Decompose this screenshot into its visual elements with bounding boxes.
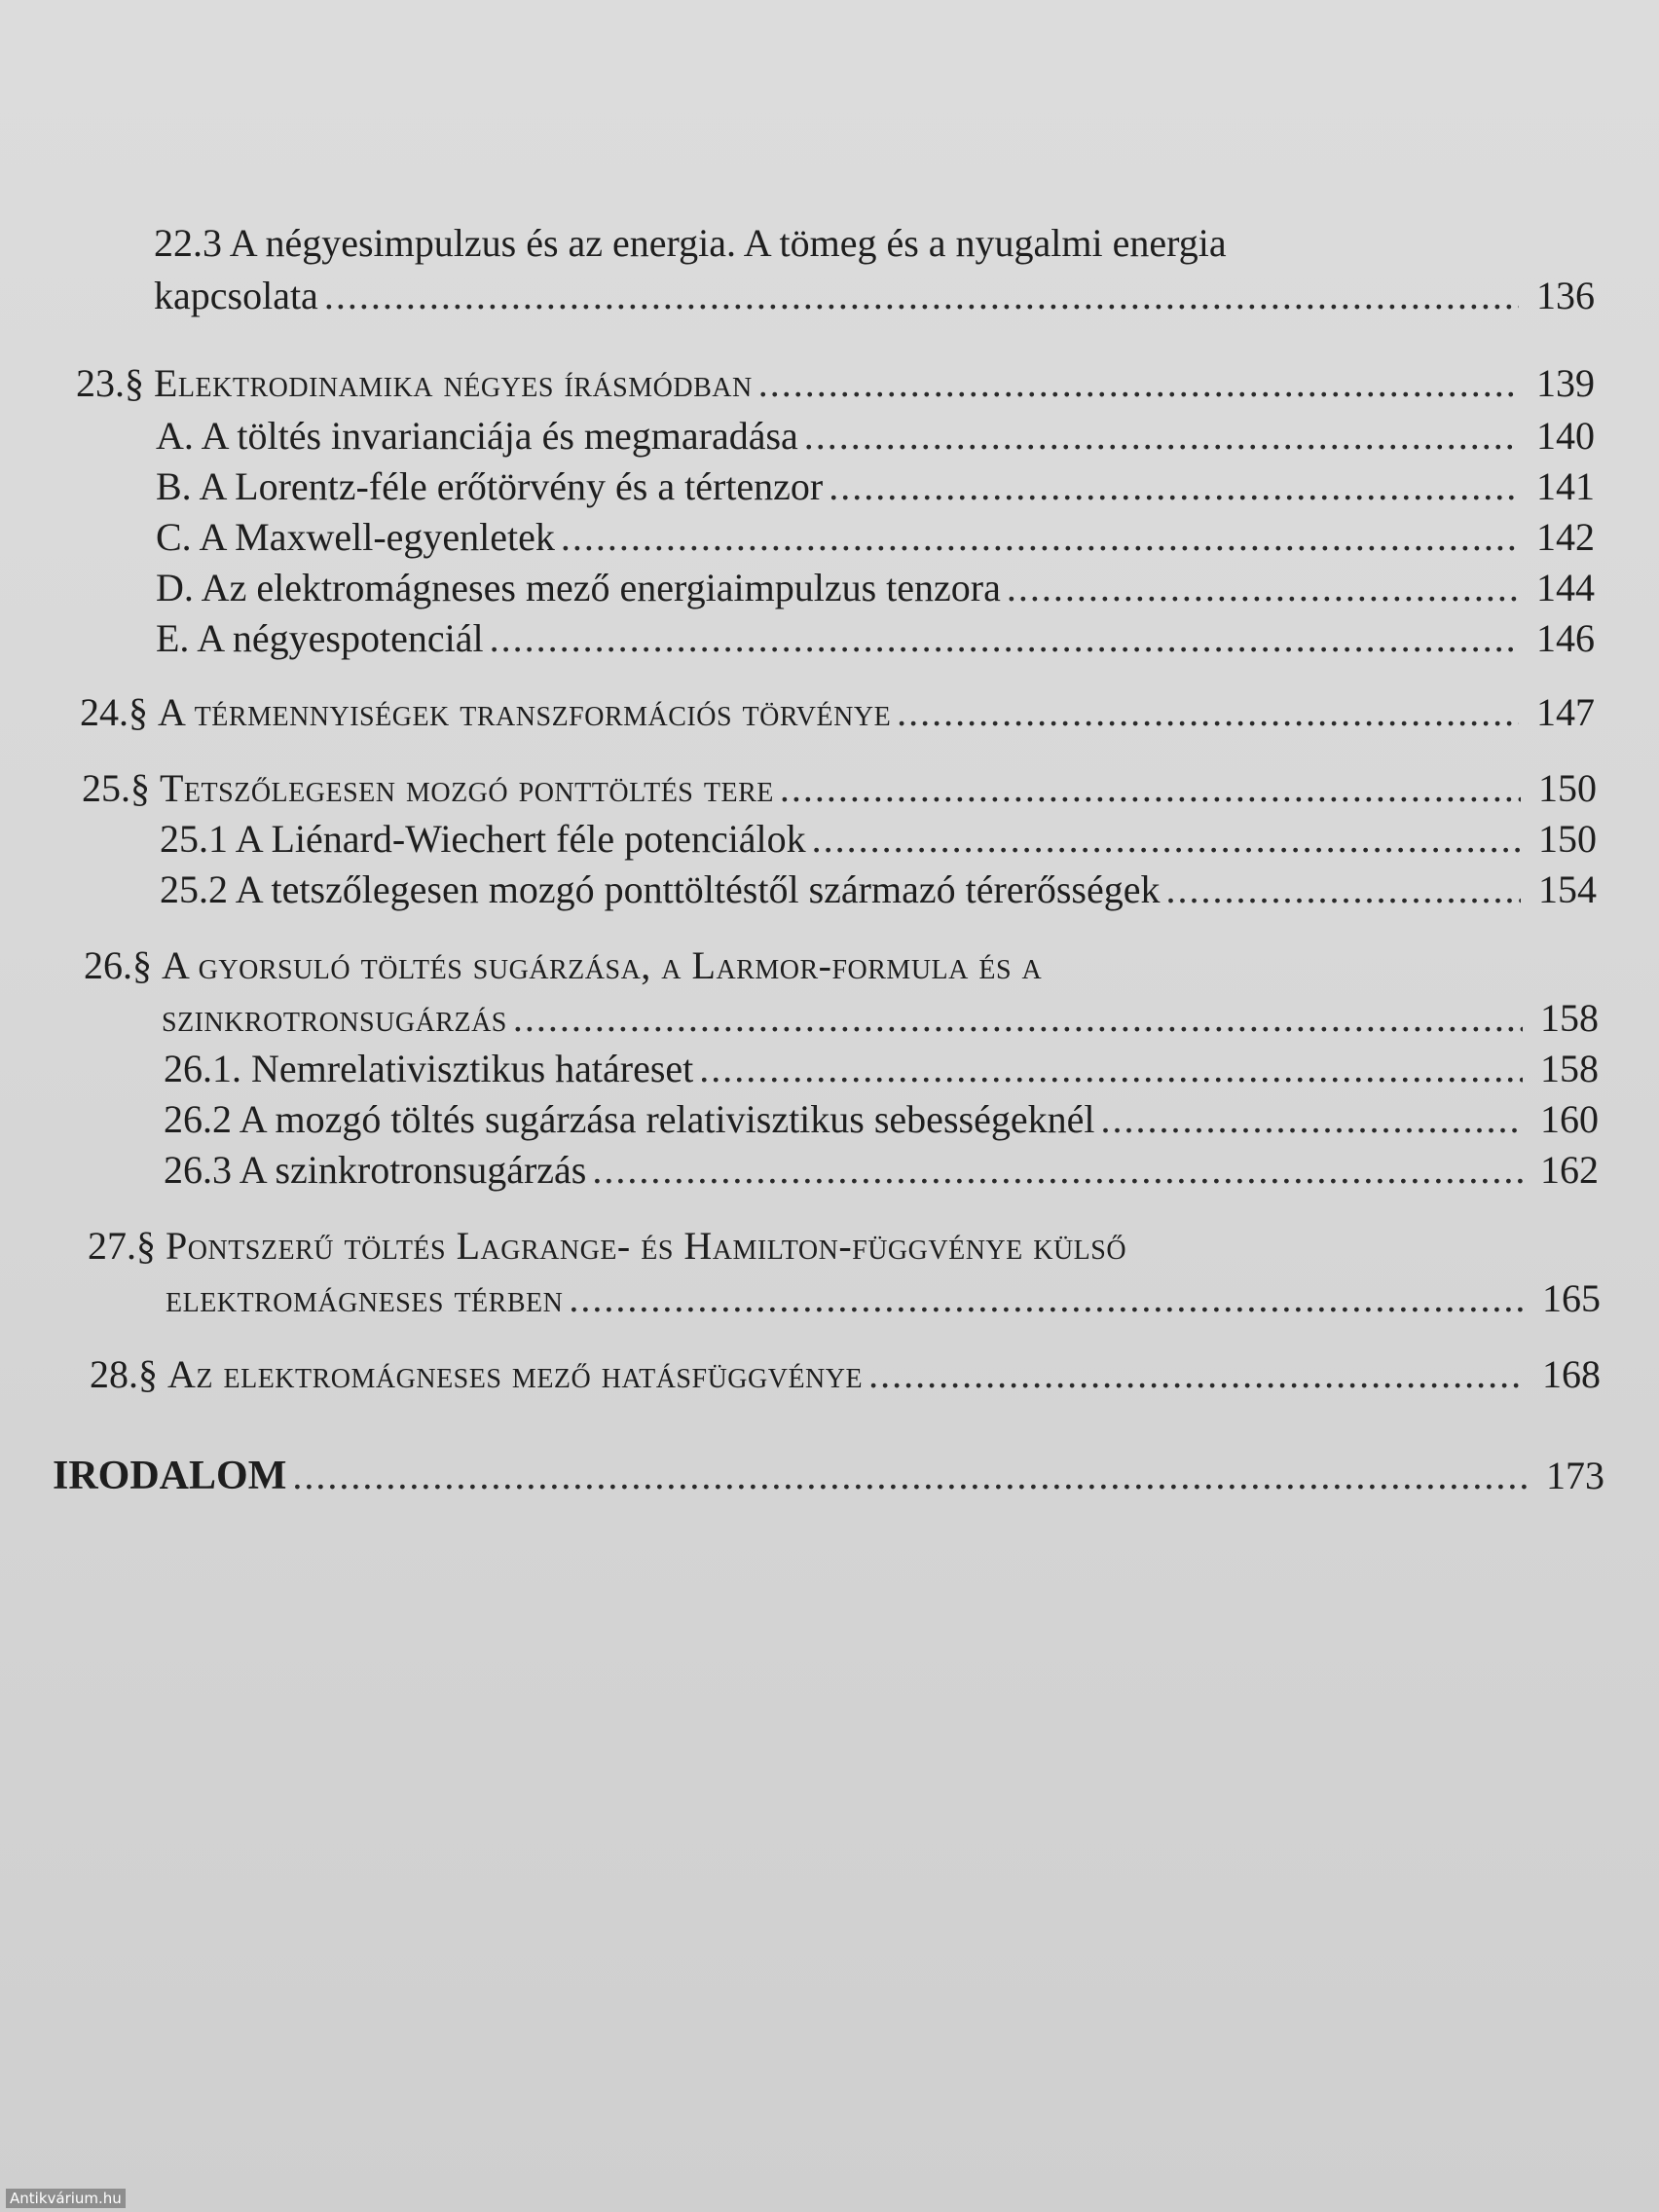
toc-entry-label: D. Az elektromágneses mező energiaimpulzus tenzora	[156, 566, 1001, 609]
toc-entry-26-3	[164, 1147, 1599, 1194]
leader-dots	[780, 765, 1521, 812]
toc-entry-label: kapcsolata	[154, 274, 318, 317]
toc-entry-label: 25.2 A tetszőlegesen mozgó ponttöltéstől származó térerősségek	[160, 867, 1161, 911]
page-number: 136	[1536, 274, 1595, 317]
page-number: 165	[1542, 1276, 1601, 1320]
section-title: Az elektromágneses mező hatásfüggvénye	[167, 1352, 864, 1396]
page-number: 139	[1536, 361, 1595, 405]
toc-entry-heading	[76, 360, 753, 407]
page-number: 168	[1542, 1352, 1601, 1396]
toc-entry-label: B. A Lorentz-féle erőtörvény és a tértenzor	[156, 464, 824, 508]
leader-dots	[490, 615, 1519, 662]
toc-entry-label: 26.2 A mozgó töltés sugárzása relativisztikus sebességeknél	[164, 1097, 1095, 1141]
section-number: 25.§	[82, 766, 160, 810]
toc-entry-heading	[82, 765, 774, 812]
toc-entry-irodalom	[53, 1453, 1604, 1499]
section-title: A térmennyiségek transzformációs törvénye	[158, 690, 892, 734]
leader-dots	[897, 689, 1519, 736]
leader-dots	[1166, 866, 1522, 913]
section-title: A gyorsuló töltés sugárzása, a Larmor-formula és a	[162, 943, 1043, 987]
section-title: Elektrodinamika négyes írásmódban	[154, 361, 753, 405]
toc-entry-23-e	[156, 615, 1595, 662]
section-title-continued: elektromágneses térben	[166, 1276, 564, 1320]
leader-dots	[1100, 1096, 1523, 1143]
leader-dots	[829, 463, 1519, 510]
leader-dots	[592, 1147, 1523, 1194]
leader-dots	[1007, 565, 1519, 611]
section-title-continued: szinkrotronsugárzás	[162, 996, 507, 1040]
section-title: Pontszerű töltés Lagrange- és Hamilton-függvénye külső	[166, 1224, 1127, 1268]
section-number: 24.§	[80, 690, 158, 734]
page-number: 160	[1540, 1097, 1599, 1141]
toc-entry-23-a	[156, 413, 1595, 460]
leader-dots	[561, 514, 1519, 561]
toc-entry-23	[76, 360, 1595, 407]
page-number: 162	[1540, 1148, 1599, 1192]
leader-dots	[513, 995, 1523, 1042]
page-number: 150	[1538, 817, 1597, 861]
toc-entry-label: C. A Maxwell-egyenletek	[156, 515, 555, 559]
leader-dots	[569, 1275, 1525, 1322]
toc-entry-25-2	[160, 866, 1597, 913]
section-number: 27.§	[88, 1224, 166, 1268]
page-number: 158	[1540, 1047, 1599, 1090]
section-number: 26.§	[84, 943, 162, 987]
toc-entry-22-3	[154, 273, 1595, 319]
leader-dots	[758, 360, 1519, 407]
toc-entry-26	[162, 995, 1599, 1042]
section-number: 28.§	[90, 1352, 167, 1396]
page-number: 158	[1540, 996, 1599, 1040]
toc-entry-25-1	[160, 816, 1597, 863]
toc-entry-label: 26.3 A szinkrotronsugárzás	[164, 1148, 587, 1192]
toc-entry-label: 26.1. Nemrelativisztikus határeset	[164, 1047, 694, 1090]
toc-entry-26-2	[164, 1096, 1599, 1143]
toc-entry-heading	[90, 1351, 863, 1398]
toc-entry-label: 25.1 A Liénard-Wiechert féle potenciálok	[160, 817, 806, 861]
page-number: 146	[1536, 616, 1595, 660]
section-number: 23.§	[76, 361, 154, 405]
page-number: 147	[1536, 690, 1595, 734]
toc-entry-27-line1	[88, 1223, 1126, 1270]
leader-dots	[292, 1453, 1529, 1499]
toc-entry-label: A. A töltés invarianciája és megmaradása	[156, 414, 798, 458]
bibliography-heading: IRODALOM	[53, 1454, 287, 1498]
section-title: Tetszőlegesen mozgó ponttöltés tere	[160, 766, 774, 810]
page-number: 144	[1536, 566, 1595, 609]
leader-dots	[324, 273, 1519, 319]
toc-entry-label: 22.3 A négyesimpulzus és az energia. A tömeg és a nyugalmi energia	[154, 221, 1227, 265]
toc-entry-24	[80, 689, 1595, 736]
leader-dots	[812, 816, 1521, 863]
toc-entry-27	[166, 1275, 1601, 1322]
leader-dots	[868, 1351, 1525, 1398]
page-number: 154	[1538, 867, 1597, 911]
toc-entry-26-1	[164, 1046, 1599, 1092]
page-number: 141	[1536, 464, 1595, 508]
toc-entry-heading	[80, 689, 891, 736]
toc-entry-25	[82, 765, 1597, 812]
toc-entry-23-b	[156, 463, 1595, 510]
leader-dots	[699, 1046, 1523, 1092]
toc-entry-26-line1	[84, 942, 1042, 989]
watermark: Antikvárium.hu	[6, 2189, 126, 2208]
page-number: 150	[1538, 766, 1597, 810]
toc-entry-23-c	[156, 514, 1595, 561]
page-number: 173	[1546, 1454, 1604, 1497]
page-number: 142	[1536, 515, 1595, 559]
toc-entry-23-d	[156, 565, 1595, 611]
toc-entry-28	[90, 1351, 1601, 1398]
leader-dots	[804, 413, 1519, 460]
page-number: 140	[1536, 414, 1595, 458]
toc-entry-22-3-line1	[154, 220, 1227, 267]
toc-entry-label: E. A négyespotenciál	[156, 616, 484, 660]
